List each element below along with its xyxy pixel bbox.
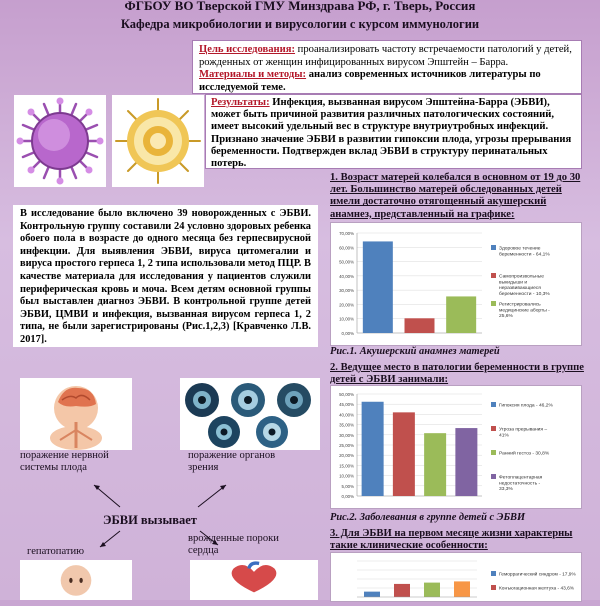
eye-label: поражение органов зрения xyxy=(188,450,276,473)
materials-text: анализ современных источников литературы по исследуемой теме. xyxy=(199,69,541,93)
eye-5-icon xyxy=(256,416,288,448)
chart-3-svg xyxy=(331,553,581,601)
legend-swatch xyxy=(491,273,496,278)
chart-2-svg xyxy=(331,386,581,508)
legend-label: Фетоплацентарная недостаточность -33,3% xyxy=(499,475,543,493)
caption-1: Рис.1. Акушерский анамнез матерей xyxy=(330,346,500,357)
chart-3 xyxy=(330,552,582,602)
chart-1-bar-1 xyxy=(363,241,393,333)
y-tick-label: 15,00% xyxy=(339,463,354,469)
results-text: Инфекция, вызванная вирусом Эпштейна-Барра (ЭБВИ), может быть причиной развития различных патологических состояний, имеет высокий удельный вес в структуре внутриутробных инфекций. Признано значение ЭБВИ в развитии гипоксии плода, угрозы прерывания беременности. Подтвержден вклад ЭБВИ в структуру перинатальных потерь. xyxy=(211,97,572,170)
legend-label: Угроза прерывания – 41% xyxy=(499,427,548,439)
results-box xyxy=(205,94,582,169)
study-description: В исследование было включено 39 новорожденных с ЭБВИ. Контрольную группу составили 24 условно здоровых ребенка обоего пола в возрасте до одного месяца без герпесвирусной инфекции. Для выявления ЭБВИ, вируса цитомегалии и вируса простого герпеса 1, 2 типа использовали метод ПЦР. В качестве материала для исследования у пациентов служили периферическая кровь и моча. Всем детям основной группы был выставлен диагноз ЭБВИ. В контрольной группе детей ЭБВИ, ЦМВИ и инфекция, вызванная вирусом герпеса 1, 2 типа, не были зарегистрированы (Рис.1,2,3) [Кравченко Л.В. 2017]. xyxy=(13,205,318,347)
chart-3-bar-1 xyxy=(364,592,380,597)
eye-4-icon xyxy=(208,416,240,448)
legend-label: Конъюгационная желтуха - 43,6% xyxy=(499,586,575,592)
y-tick-label: 10,00% xyxy=(339,316,354,322)
y-tick-label: 40,00% xyxy=(339,273,354,279)
heart-label: врожденные пороки сердца xyxy=(188,533,279,556)
chart-2 xyxy=(330,385,582,509)
y-tick-label: 70,00% xyxy=(339,231,354,236)
y-tick-label: 50,00% xyxy=(339,259,354,265)
y-tick-label: 10,00% xyxy=(339,473,354,479)
virus-purple-image xyxy=(14,95,106,187)
section-1-title: 1. Возраст матерей колебался в основном от 19 до 30 лет. Большинство матерей обследованных детей имели достаточно отягощенный акушерский анамнез, представленный на графике: xyxy=(330,172,581,220)
brain-child-image xyxy=(20,378,132,450)
legend-swatch xyxy=(491,450,496,455)
section-3-title: 3. Для ЭБВИ на первом месяце жизни характерны такие клинические особенности: xyxy=(330,528,573,552)
y-tick-label: 25,00% xyxy=(339,443,354,448)
poster-header xyxy=(0,0,600,38)
eye-images xyxy=(180,378,320,450)
legend-label: Регистрировались медицинские аборты -25,6% xyxy=(499,302,550,320)
goal-box xyxy=(192,40,582,94)
y-tick-label: 40,00% xyxy=(339,412,354,418)
chart-3-bar-4 xyxy=(454,581,470,597)
legend-swatch xyxy=(491,245,496,250)
legend-swatch xyxy=(491,301,496,306)
brain-label: поражение нервной системы плода xyxy=(20,450,109,473)
baby-image xyxy=(20,560,132,600)
y-tick-label: 30,00% xyxy=(339,288,354,294)
chart-2-bar-2 xyxy=(393,412,415,496)
y-tick-label: 0,00% xyxy=(341,331,354,336)
legend-swatch xyxy=(491,585,496,590)
materials-label: Материалы и методы: xyxy=(199,69,307,80)
legend-label: Гипоксия плода - 46,2% xyxy=(499,403,553,409)
y-tick-label: 60,00% xyxy=(339,245,354,251)
liver-label: гепатопатию xyxy=(27,546,85,557)
y-tick-label: 20,00% xyxy=(339,302,354,308)
organization-title: ФГБОУ ВО Тверской ГМУ Минздрава РФ, г. Тверь, Россия xyxy=(124,0,476,13)
legend-label: Здоровое течение беременности - 64,1% xyxy=(499,246,550,258)
heart-image xyxy=(190,560,318,600)
chart-3-bar-3 xyxy=(424,583,440,597)
y-tick-label: 35,00% xyxy=(339,422,354,428)
chart-1 xyxy=(330,222,582,346)
chart-1-svg xyxy=(331,223,581,345)
y-tick-label: 45,00% xyxy=(339,402,354,408)
chart-3-bar-2 xyxy=(394,584,410,597)
legend-swatch xyxy=(491,402,496,407)
legend-label: Ранний гестоз - 30,8% xyxy=(499,451,550,457)
chart-1-bar-3 xyxy=(446,296,476,333)
y-tick-label: 30,00% xyxy=(339,432,354,438)
section-2-title: 2. Ведущее место в патологии беременности в группе детей с ЭБВИ занимали: xyxy=(330,362,584,386)
y-tick-label: 0,00% xyxy=(341,494,354,499)
chart-2-bar-4 xyxy=(455,428,477,496)
y-tick-label: 20,00% xyxy=(339,453,354,459)
legend-label: Геморрагический синдром - 17,9% xyxy=(499,572,576,578)
legend-swatch xyxy=(491,426,496,431)
y-tick-label: 50,00% xyxy=(339,392,354,397)
results-label: Результаты: xyxy=(211,97,270,108)
y-tick-label: 5,00% xyxy=(341,483,354,489)
chart-2-bar-1 xyxy=(362,402,384,496)
chart-1-bar-2 xyxy=(405,318,435,333)
eye-2-icon xyxy=(231,383,265,417)
department-title: Кафедра микробиологии и вирусологии с курсом иммунологии xyxy=(120,17,480,31)
caption-2: Рис.2. Заболевания в группе детей с ЭБВИ xyxy=(330,512,526,523)
goal-text: проанализировать частоту встречаемости патологий у детей, рожденных от женщин инфицированных вирусом Эпштейн – Барра. xyxy=(199,44,572,68)
virus-golden-image xyxy=(112,95,204,187)
goal-label: Цель исследования: xyxy=(199,44,296,55)
eye-1-icon xyxy=(185,383,219,417)
center-label: ЭБВИ вызывает xyxy=(103,513,197,527)
legend-swatch xyxy=(491,474,496,479)
chart-2-bar-3 xyxy=(424,433,446,496)
legend-swatch xyxy=(491,571,496,576)
eye-3-icon xyxy=(277,383,311,417)
legend-label: Самопроизвольные выкидыши и неразвивающиеся беременности - 10,3% xyxy=(499,274,550,297)
